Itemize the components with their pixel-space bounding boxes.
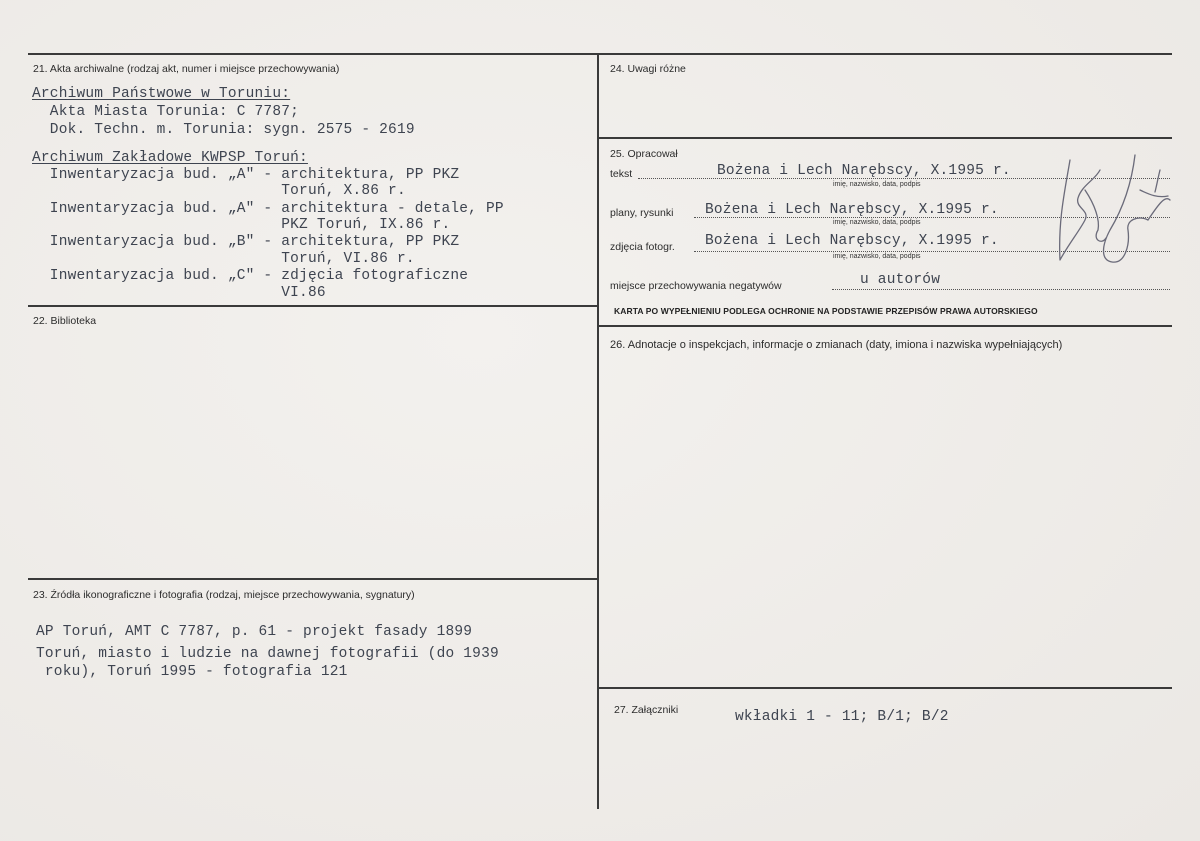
zdjecia-value: Bożena i Lech Narębscy, X.1995 r. xyxy=(705,233,999,249)
zdjecia-label: zdjęcia fotogr. xyxy=(610,241,675,253)
archive-line-12: VI.86 xyxy=(32,285,326,301)
tekst-hint: imię, nazwisko, data, podpis xyxy=(833,181,921,188)
zdjecia-hint: imię, nazwisko, data, podpis xyxy=(833,253,921,260)
section-26-label: 26. Adnotacje o inspekcjach, informacje o zmianach (daty, imiona i nazwiska wypełniających) xyxy=(610,339,1063,351)
section-23-label: 23. Źródła ikonograficzne i fotografia (rodzaj, miejsce przechowywania, sygnatury) xyxy=(33,589,415,601)
rule-24-25 xyxy=(598,137,1172,139)
section-24-label: 24. Uwagi różne xyxy=(610,63,686,75)
section-27-label: 27. Załączniki xyxy=(614,704,679,716)
archive-line-1: Archiwum Państwowe w Toruniu: xyxy=(32,86,291,102)
copyright-notice: KARTA PO WYPEŁNIENIU PODLEGA OCHRONIE NA PODSTAWIE PRZEPISÓW PRAWA AUTORSKIEGO xyxy=(614,306,1038,316)
archive-line-3: Dok. Techn. m. Torunia: sygn. 2575 - 2619 xyxy=(32,122,415,138)
archive-line-2: Akta Miasta Torunia: C 7787; xyxy=(32,104,300,120)
plany-value: Bożena i Lech Narębscy, X.1995 r. xyxy=(705,202,999,218)
negatywy-dotted-line xyxy=(832,289,1170,290)
rule-22-23 xyxy=(28,578,598,580)
column-divider xyxy=(597,53,599,809)
iconography-line-1: AP Toruń, AMT C 7787, p. 61 - projekt fasady 1899 xyxy=(36,624,473,640)
archive-line-10: Toruń, VI.86 r. xyxy=(32,251,415,267)
archive-line-8: PKZ Toruń, IX.86 r. xyxy=(32,217,451,233)
handwritten-signature xyxy=(1040,150,1180,280)
plany-hint: imię, nazwisko, data, podpis xyxy=(833,219,921,226)
rule-25-26 xyxy=(598,325,1172,327)
iconography-line-3: roku), Toruń 1995 - fotografia 121 xyxy=(36,664,348,680)
section-22-label: 22. Biblioteka xyxy=(33,315,97,327)
section-25-label: 25. Opracował xyxy=(610,148,678,160)
negatywy-value: u autorów xyxy=(860,272,941,288)
plany-label: plany, rysunki xyxy=(610,207,674,219)
negatywy-label: miejsce przechowywania negatywów xyxy=(610,280,782,292)
archive-line-6: Toruń, X.86 r. xyxy=(32,183,406,199)
archive-line-4: Archiwum Zakładowe KWPSP Toruń: xyxy=(32,150,308,166)
tekst-value: Bożena i Lech Narębscy, X.1995 r. xyxy=(717,163,1011,179)
rule-21-22 xyxy=(28,305,598,307)
attachments-value: wkładki 1 - 11; B/1; B/2 xyxy=(735,709,949,725)
top-rule xyxy=(28,53,1172,55)
rule-26-27 xyxy=(598,687,1172,689)
archive-line-7: Inwentaryzacja bud. „A" - architektura - detale, PP xyxy=(32,201,504,217)
iconography-line-2: Toruń, miasto i ludzie na dawnej fotografii (do 1939 xyxy=(36,646,499,662)
section-21-label: 21. Akta archiwalne (rodzaj akt, numer i miejsce przechowywania) xyxy=(33,63,340,75)
archive-line-9: Inwentaryzacja bud. „B" - architektura, PP PKZ xyxy=(32,234,460,250)
tekst-label: tekst xyxy=(610,168,633,180)
archive-line-11: Inwentaryzacja bud. „C" - zdjęcia fotograficzne xyxy=(32,268,469,284)
archive-line-5: Inwentaryzacja bud. „A" - architektura, PP PKZ xyxy=(32,167,460,183)
